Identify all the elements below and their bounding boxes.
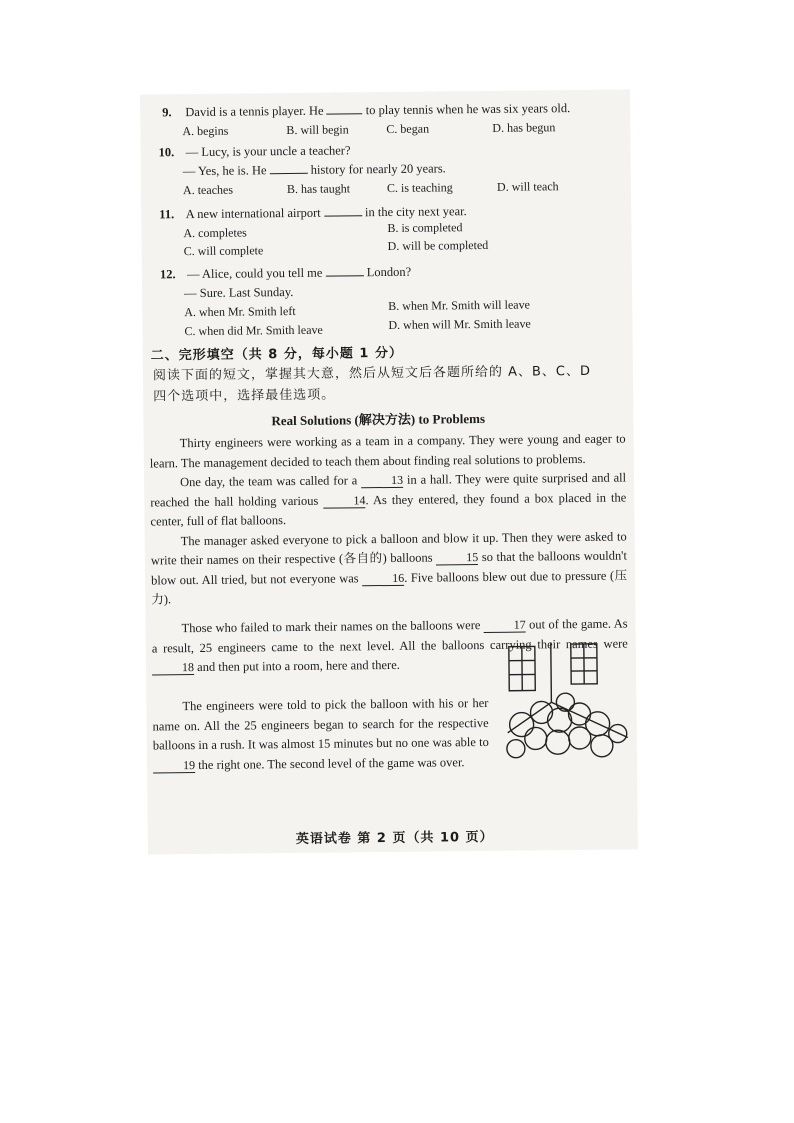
answer-blank — [324, 204, 362, 216]
paragraph-4: Those who failed to mark their names on the balloons were 17 out of the game. As a result, 25 engineers came to the next level. All the balloons carrying their names were 18 and then put into a room, here and there. — [151, 616, 628, 675]
section-heading: 二、完形填空（共 8 分，每小题 1 分） — [150, 345, 404, 364]
blank-13: 13 — [361, 474, 403, 488]
paragraph-2: One day, the team was called for a 13 in a hall. They were quite surprised and all reached the hall holding various 14. As they entered, they found a box placed in the center, full of flat balloons. — [150, 470, 627, 529]
section-instruction-cont: 四个选项中，选择最佳选项。 — [153, 387, 336, 405]
option-a: A. teaches — [182, 182, 234, 198]
option-d: D. will teach — [496, 179, 559, 194]
exam-page — [140, 89, 638, 854]
section-instruction: 阅读下面的短文，掌握其大意，然后从短文后各题所给的 A、B、C、D — [152, 363, 592, 384]
question-11-stem: 11. A new international airport in the city next year. — [159, 204, 467, 222]
question-number: 11. — [159, 207, 175, 222]
option-a: A. completes — [183, 225, 247, 241]
question-9-stem: 9. David is a tennis player. He to play tennis when he was six years old. — [162, 101, 571, 120]
paragraph-1: Thirty engineers were working as a team in a company. They were young and eager to learn. The management decided to teach them about finding real solutions to problems. — [149, 431, 626, 470]
option-d: D. when will Mr. Smith leave — [388, 316, 531, 332]
option-b: B. is completed — [387, 220, 463, 235]
option-b: B. has taught — [286, 181, 351, 197]
passage-body-top — [150, 429, 628, 609]
option-d: D. will be completed — [387, 237, 489, 253]
question-12-stem: 12. — Alice, could you tell me London? — [159, 264, 412, 282]
option-c: C. is teaching — [386, 180, 453, 195]
option-c: C. when did Mr. Smith leave — [184, 322, 323, 339]
question-10-reply: — Yes, he is. He history for nearly 20 years. — [182, 161, 446, 179]
page-footer: 英语试卷 第 2 页（共 10 页） — [295, 829, 494, 847]
option-a: A. when Mr. Smith left — [184, 303, 296, 320]
option-b: B. when Mr. Smith will leave — [388, 297, 530, 313]
question-number: 10. — [158, 145, 175, 160]
blank-18: 18 — [152, 661, 194, 675]
balloon-room-illustration — [501, 641, 632, 767]
paragraph-5: The engineers were told to pick the balloon with his or her name on. All the 25 engineers began to search for the respective balloons in a rush. It was almost 15 minutes but no one was able to 19 the right one. The second level of the game was over. — [152, 695, 489, 772]
blank-14: 14 — [323, 494, 365, 508]
option-c: C. will complete — [183, 243, 264, 259]
question-number: 12. — [159, 267, 176, 282]
question-10-stem: 10. — Lucy, is your uncle a teacher? — [158, 143, 351, 160]
balloon-icon — [510, 712, 534, 736]
blank-15: 15 — [436, 551, 478, 565]
question-12-reply: — Sure. Last Sunday. — [184, 284, 294, 301]
blank-17: 17 — [484, 619, 526, 633]
paragraph-3: The manager asked everyone to pick a balloon and blow it up. Then they were asked to write their names on their respective (各自的) balloons 15 so that the balloons wouldn't blow out. All tried, but not everyone was 16. Five balloons blew out due to pressure (压力). — [150, 528, 628, 607]
answer-blank — [270, 162, 308, 174]
question-number: 9. — [162, 105, 172, 120]
blank-19: 19 — [153, 759, 195, 773]
option-d: D. has begun — [492, 120, 556, 135]
option-b: B. will begin — [286, 122, 349, 138]
option-c: C. began — [386, 121, 430, 136]
option-a: A. begins — [182, 123, 229, 139]
answer-blank — [325, 264, 363, 276]
answer-blank — [327, 102, 363, 114]
passage-title: Real Solutions (解决方法) to Problems — [271, 410, 486, 429]
blank-16: 16 — [362, 571, 404, 585]
passage-body-bottom — [152, 694, 489, 776]
